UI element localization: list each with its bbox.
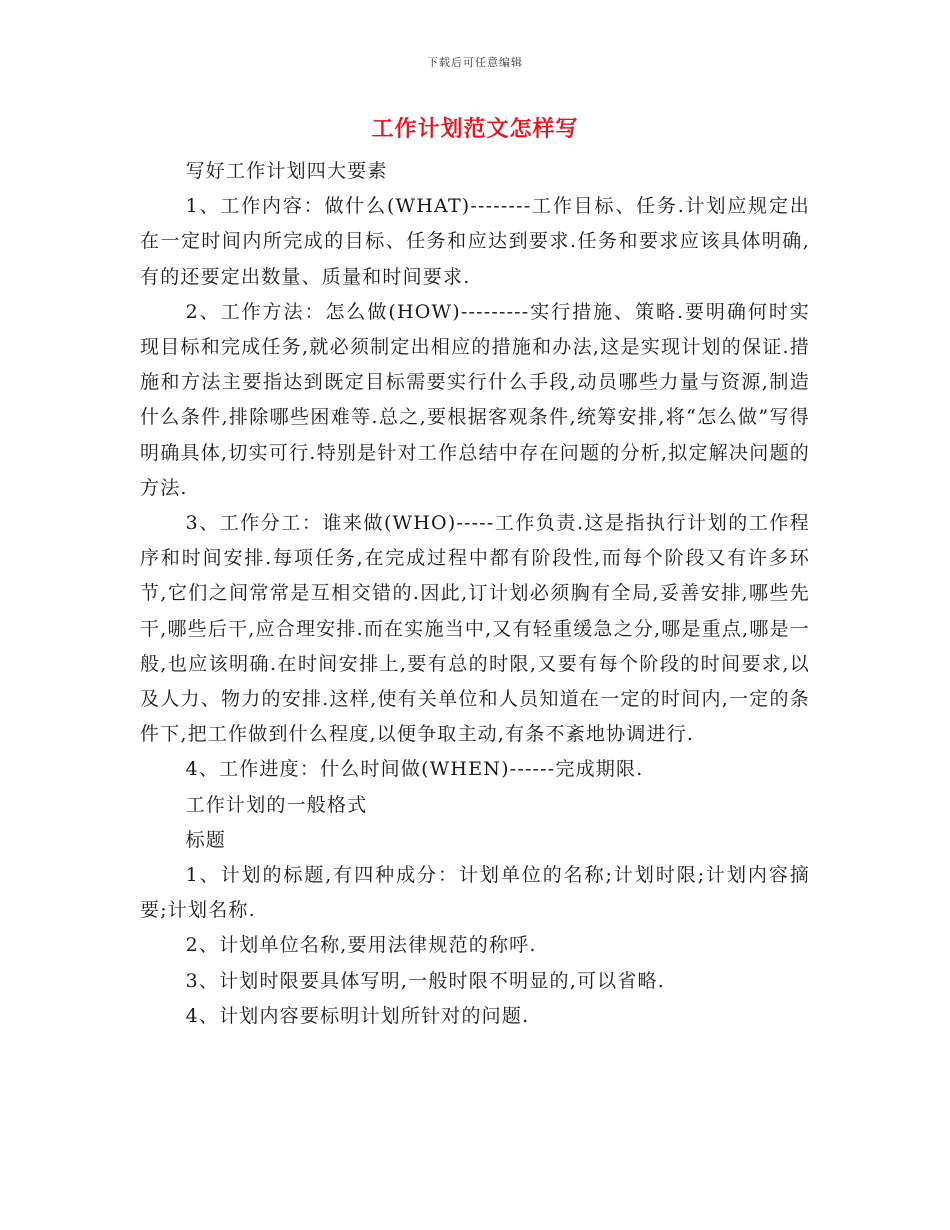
document-body (140, 154, 810, 1034)
header-note: 下载后可任意编辑 (427, 56, 523, 69)
paragraph-title-item-1: 1、计划的标题,有四种成分：计划单位的名称;计划时限;计划内容摘要;计划名称. (140, 864, 810, 922)
paragraph-work-progress: 4、工作进度：什么时间做(WHEN)------完成期限. (185, 758, 644, 781)
paragraph-title-item-3: 3、计划时限要具体写明,一般时限不明显的,可以省略. (185, 969, 666, 992)
paragraph-work-method: 2、工作方法：怎么做(HOW)---------实行措施、策略.要明确何时实现目标和完成任务,就必须制定出相应的措施和办法,这是实现计划的保证.措施和方法主要指达到既定目标需要实行什么手段,动员哪些力量与资源,制造什么条件,排除哪些困难等.总之,要根据客观条件,统筹安排,将“怎么做”写得明确具体,切实可行.特别是针对工作总结中存在问题的分析,拟定解决问题的方法. (140, 300, 810, 499)
paragraph-title-heading: 标题 (185, 828, 226, 851)
paragraph-intro: 写好工作计划四大要素 (185, 160, 388, 182)
document-title: 工作计划范文怎样写 (371, 116, 579, 142)
paragraph-work-content: 1、工作内容：做什么(WHAT)--------工作目标、任务.计划应规定出在一定时间内所完成的目标、任务和应达到要求.任务和要求应该具体明确,有的还要定出数量、质量和时间要求. (140, 195, 810, 288)
paragraph-title-item-4: 4、计划内容要标明计划所针对的问题. (185, 1004, 530, 1027)
paragraph-format-heading: 工作计划的一般格式 (185, 793, 368, 816)
paragraph-title-item-2: 2、计划单位名称,要用法律规范的称呼. (185, 934, 537, 957)
paragraph-work-division: 3、工作分工：谁来做(WHO)-----工作负责.这是指执行计划的工作程序和时间安排.每项任务,在完成过程中都有阶段性,而每个阶段又有许多环节,它们之间常常是互相交错的.因此,订计划必须胸有全局,妥善安排,哪些先干,哪些后干,应合理安排.而在实施当中,又有轻重缓急之分,哪是重点,哪是一般,也应该明确.在时间安排上,要有总的时限,又要有每个阶段的时间要求,以及人力、物力的安排.这样,使有关单位和人员知道在一定的时间内,一定的条件下,把工作做到什么程度,以便争取主动,有条不紊地协调进行. (140, 512, 810, 746)
